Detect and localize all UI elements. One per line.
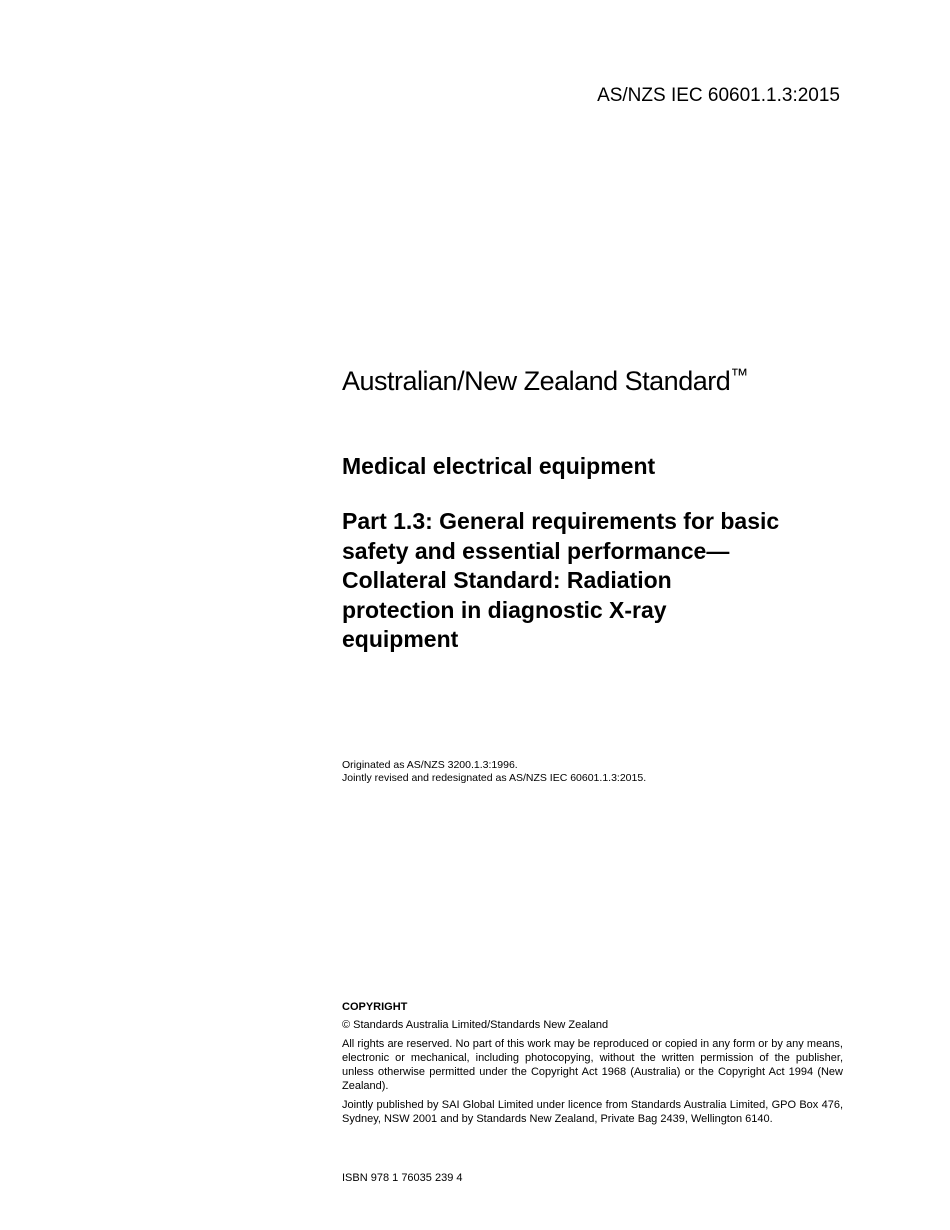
isbn: ISBN 978 1 76035 239 4 xyxy=(342,1172,463,1184)
publication-history xyxy=(342,759,646,785)
copyright-block xyxy=(342,1000,843,1130)
part-title xyxy=(342,507,862,655)
series-title-text: Australian/New Zealand Standard xyxy=(342,366,731,396)
copyright-heading: COPYRIGHT xyxy=(342,1001,408,1013)
main-title: Medical electrical equipment xyxy=(342,453,656,479)
copyright-publisher: Jointly published by SAI Global Limited under licence from Standards Australia Limited, GPO Box 476, Sydney, NSW 2001 and by Standards New Zealand, Private Bag 2439, Wellington 6140. xyxy=(342,1098,843,1126)
part-title-line: equipment xyxy=(342,626,459,652)
document-number: AS/NZS IEC 60601.1.3:2015 xyxy=(597,85,840,106)
part-title-line: Collateral Standard: Radiation xyxy=(342,567,672,593)
trademark-symbol: ™ xyxy=(730,365,748,385)
part-title-line: Part 1.3: General requirements for basic xyxy=(342,508,780,534)
history-originated: Originated as AS/NZS 3200.1.3:1996. xyxy=(342,759,518,771)
part-title-line: safety and essential performance— xyxy=(342,537,730,564)
copyright-rights: All rights are reserved. No part of this work may be reproduced or copied in any form or by any means, electronic or mechanical, including photocopying, without the written permission of the publisher, unless otherwise permitted under the Copyright Act 1968 (Australia) or the Copyright Act 1994 (New Zealand). xyxy=(342,1037,843,1093)
series-title xyxy=(342,358,748,398)
copyright-owner: © Standards Australia Limited/Standards New Zealand xyxy=(342,1019,609,1032)
part-title-line: protection in diagnostic X-ray xyxy=(342,596,667,623)
history-revised: Jointly revised and redesignated as AS/NZS IEC 60601.1.3:2015. xyxy=(342,772,647,784)
